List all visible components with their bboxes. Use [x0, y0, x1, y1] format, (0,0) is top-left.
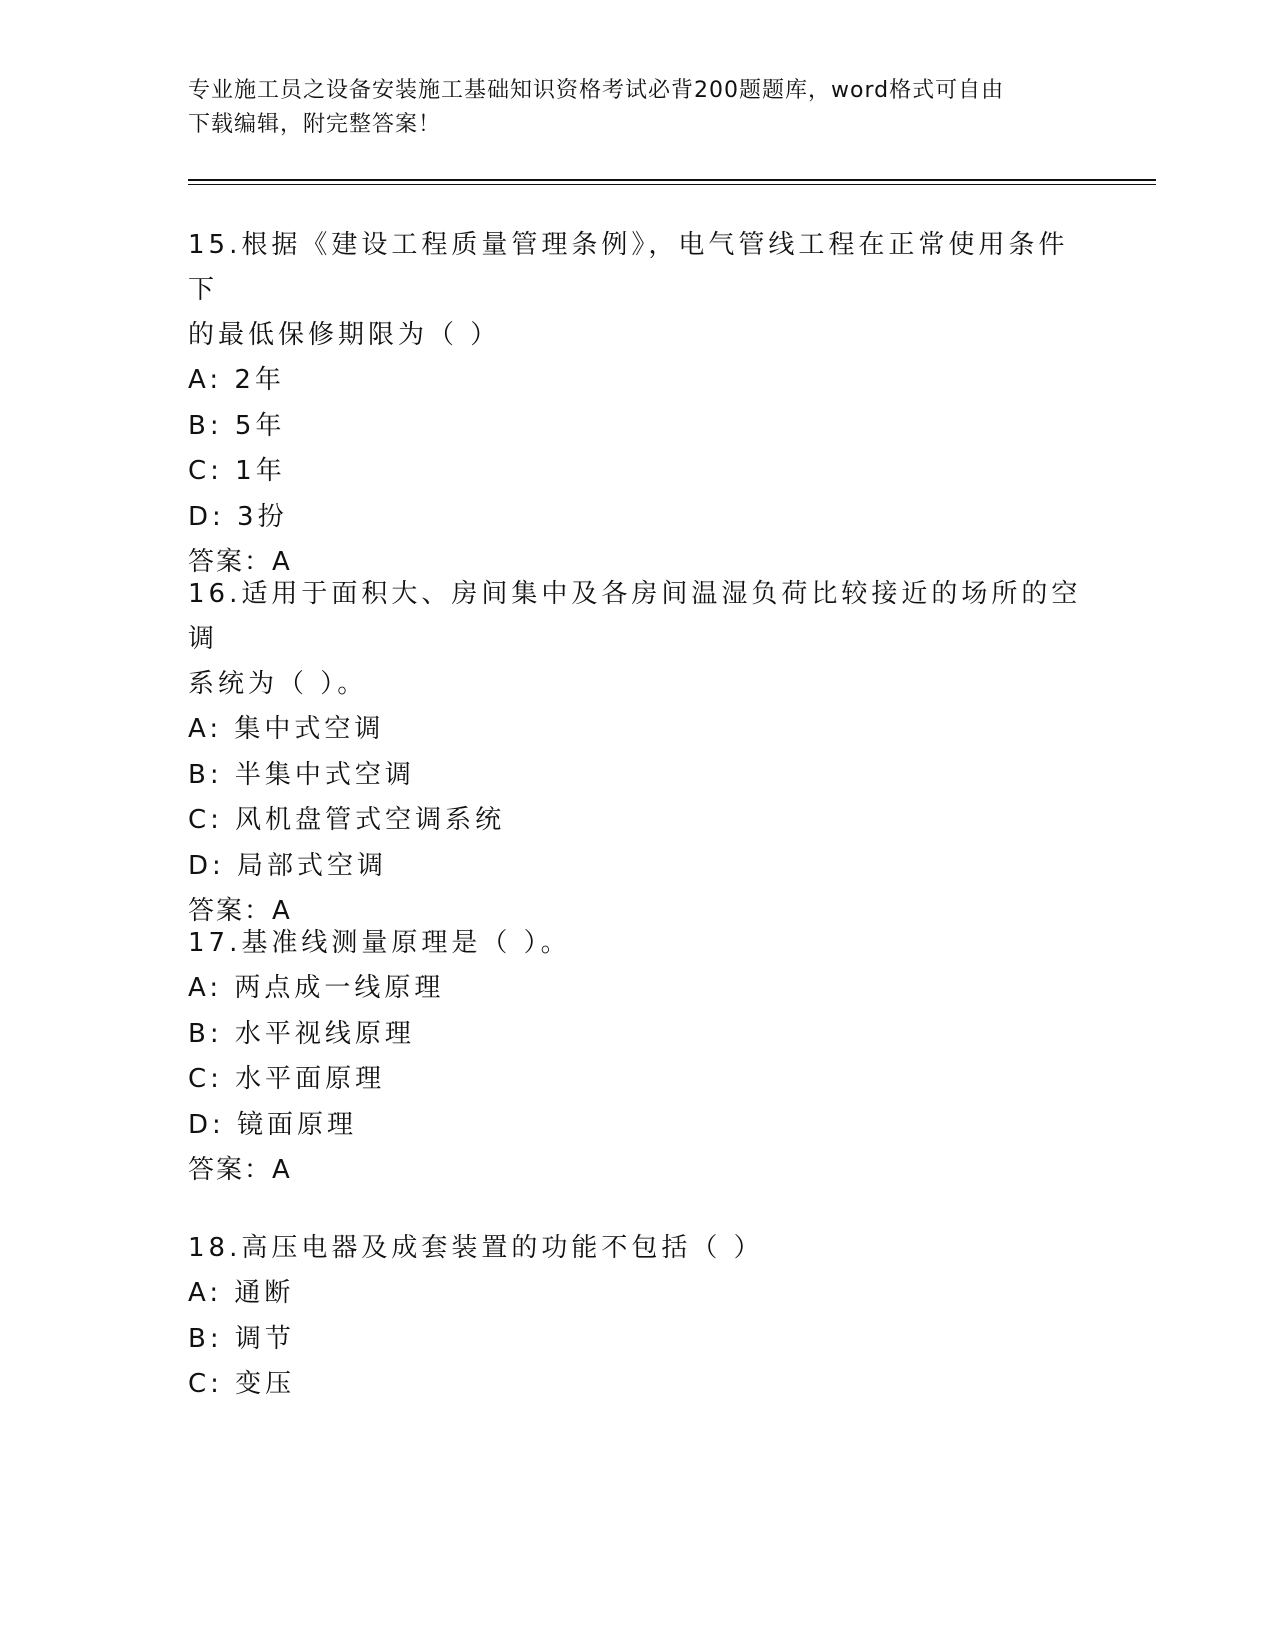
question-stem-line: 系统为（ ）。 — [188, 669, 368, 699]
document-header — [188, 74, 1088, 142]
question-stem-line: 15.根据《建设工程质量管理条例》，电气管线工程在正常使用条件下 — [188, 230, 1069, 305]
question-17 — [188, 921, 1088, 1194]
option-a: A: 集中式空调 — [188, 714, 385, 744]
option-d: D: 局部式空调 — [188, 850, 388, 881]
question-stem-line: 的最低保修期限为（ ） — [188, 320, 501, 350]
option-c: C: 风机盘管式空调系统 — [188, 805, 506, 835]
question-16 — [188, 572, 1088, 935]
question-stem-line: 16.适用于面积大、房间集中及各房间温湿负荷比较接近的场所的空调 — [188, 579, 1082, 654]
option-c: C: 水平面原理 — [188, 1064, 386, 1094]
option-a: A: 2年 — [188, 365, 285, 395]
answer: 答案：A — [188, 1155, 292, 1185]
option-b: B: 调节 — [188, 1323, 295, 1354]
header-line-1: 专业施工员之设备安装施工基础知识资格考试必背200题题库，word格式可自由 — [188, 78, 1005, 103]
header-divider-thick — [188, 179, 1156, 181]
question-stem-line: 17.基准线测量原理是（ ）。 — [188, 928, 571, 958]
answer: 答案：A — [188, 547, 292, 577]
option-a: A: 通断 — [188, 1278, 295, 1308]
option-d: D: 镜面原理 — [188, 1109, 358, 1140]
option-c: C: 1年 — [188, 456, 286, 486]
option-c: C: 变压 — [188, 1369, 296, 1399]
option-b: B: 5年 — [188, 410, 286, 441]
option-b: B: 水平视线原理 — [188, 1018, 415, 1049]
question-stem-line: 18.高压电器及成套装置的功能不包括（ ） — [188, 1233, 764, 1263]
question-18 — [188, 1226, 1088, 1408]
header-line-2: 下载编辑，附完整答案！ — [188, 112, 442, 137]
option-d: D: 3扮 — [188, 501, 288, 532]
option-b: B: 半集中式空调 — [188, 759, 415, 790]
question-15 — [188, 223, 1088, 586]
header-divider-thin — [188, 184, 1156, 185]
option-a: A: 两点成一线原理 — [188, 973, 445, 1003]
answer: 答案：A — [188, 896, 292, 926]
